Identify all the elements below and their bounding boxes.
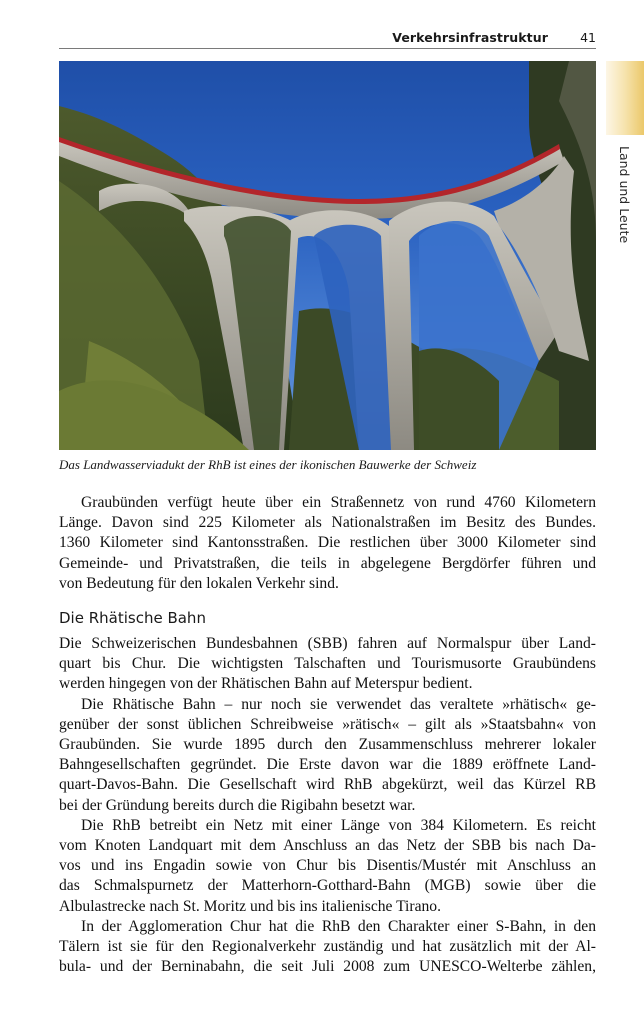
text-line: genüber der sonst üblichen Schreibweise »rätisch« – gilt als »Staatsbahn« von (59, 715, 596, 733)
paragraph (59, 917, 596, 978)
figure-caption: Das Landwasserviadukt der RhB ist eines der ikonischen Bauwerke der Schweiz (59, 457, 477, 472)
text-line: vom Knoten Landquart mit dem Anschluss an das Netz der SBB bis nach Da- (59, 837, 596, 855)
chapter-tab-label: Land und Leute (617, 146, 632, 244)
text-line: Bahngesellschaften gegründet. Die Erste davon war die 1889 eröffnete Land- (59, 756, 596, 774)
text-line: Die Schweizerischen Bundesbahnen (SBB) fahren auf Normalspur über Land- (59, 635, 596, 652)
text-line: Graubünden. Sie wurde 1895 durch den Zusammenschluss mehrerer lokaler (59, 736, 596, 754)
text-line: Tälern ist sie für den Regionalverkehr zuständig und hat zusätzlich mit der Al- (59, 938, 596, 956)
text-line: Graubünden verfügt heute über ein Straßennetz von rund 4760 Kilometern (81, 494, 596, 511)
text-line: 1360 Kilometer sind Kantonsstraßen. Die restlichen über 3000 Kilometer sind (59, 534, 596, 552)
text-line: werden hingegen von der Rhätischen Bahn auf Meterspur bedient. (59, 675, 473, 693)
paragraph (59, 634, 596, 695)
text-line: quart bis Chur. Die wichtigsten Talschaften und Tourismusorte Graubündens (59, 655, 596, 673)
section-body (59, 634, 596, 977)
text-line: Albulastrecke nach St. Moritz und bis ins italienische Tirano. (59, 897, 441, 915)
running-head-section: Verkehrsinfrastruktur (392, 30, 548, 45)
text-line: In der Agglomeration Chur hat die RhB den Charakter einer S-Bahn, in den (81, 917, 596, 935)
intro-paragraph (59, 493, 596, 594)
chapter-thumb-tab (606, 61, 644, 135)
viaduct-photo (59, 61, 596, 450)
text-line: vos und ins Engadin sowie von Chur bis Disentis/Mustér mit Anschluss an (59, 857, 596, 875)
text-line: quart-Davos-Bahn. Die Gesellschaft wird RhB abgekürzt, weil das Kürzel RB (59, 776, 596, 794)
paragraph (59, 695, 596, 816)
text-line: das Schmalspurnetz der Matterhorn-Gotthard-Bahn (MGB) sowie über die (59, 877, 596, 895)
text-line: von Bedeutung für den lokalen Verkehr sind. (59, 574, 339, 592)
text-line: Gemeinde- und Privatstraßen, die teils in abgelegene Bergdörfer führen und (59, 554, 596, 572)
text-line: bei der Gründung bereits durch die Rigibahn besetzt war. (59, 796, 416, 814)
page-number: 41 (580, 30, 596, 45)
text-line: Die Rhätische Bahn – nur noch sie verwendet das veraltete »rhätisch« ge- (81, 695, 596, 713)
section-heading: Die Rhätische Bahn (59, 609, 206, 627)
text-line: Länge. Davon sind 225 Kilometer als Nationalstraßen im Besitz des Bundes. (59, 514, 596, 532)
viaduct-illustration (59, 61, 596, 450)
text-line: Die RhB betreibt ein Netz mit einer Länge von 384 Kilometern. Es reicht (81, 816, 596, 834)
paragraph (59, 816, 596, 917)
running-head (59, 28, 596, 49)
text-line: bula- und der Berninabahn, die seit Juli 2008 zum UNESCO-Welterbe zählen, (59, 958, 596, 976)
